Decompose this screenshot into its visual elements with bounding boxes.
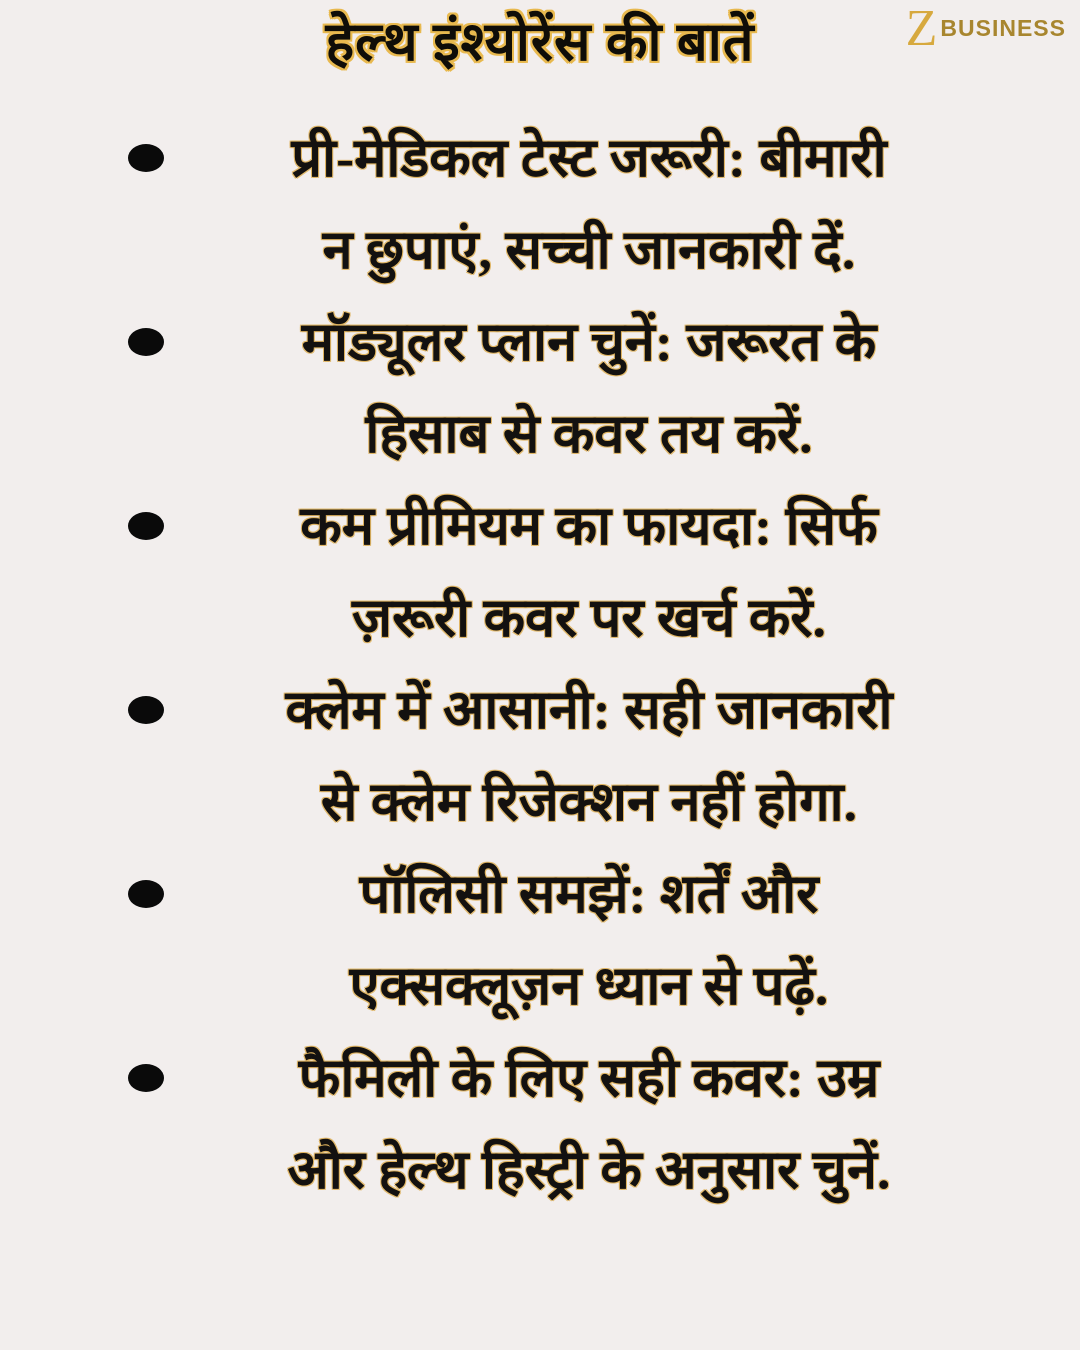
item-line-1: पॉलिसी समझें: शर्तें और bbox=[359, 864, 819, 924]
page-title: हेल्थ इंश्योरेंस की बातें bbox=[325, 12, 755, 72]
item-line-2: से क्लेम रिजेक्शन नहीं होगा. bbox=[320, 772, 858, 832]
item-line-1: क्लेम में आसानी: सही जानकारी bbox=[285, 680, 893, 740]
item-line-2: हिसाब से कवर तय करें. bbox=[365, 404, 813, 464]
list-item bbox=[0, 1032, 1080, 1216]
item-line-1: प्री-मेडिकल टेस्ट जरूरी: बीमारी bbox=[291, 128, 887, 188]
item-line-2: ज़रूरी कवर पर खर्च करें. bbox=[352, 588, 826, 648]
bullet-dot-icon bbox=[128, 144, 164, 172]
bullet-list bbox=[0, 112, 1080, 1216]
list-item bbox=[0, 664, 1080, 848]
item-line-1: फैमिली के लिए सही कवर: उम्र bbox=[298, 1048, 880, 1108]
list-item bbox=[0, 480, 1080, 664]
bullet-dot-icon bbox=[128, 512, 164, 540]
list-item bbox=[0, 112, 1080, 296]
z-logo-icon: Z bbox=[905, 0, 938, 57]
brand-logo bbox=[905, 0, 1066, 57]
bullet-dot-icon bbox=[128, 696, 164, 724]
item-line-2: एक्सक्लूज़न ध्यान से पढ़ें. bbox=[349, 956, 829, 1016]
item-line-1: मॉड्यूलर प्लान चुनें: जरूरत के bbox=[301, 312, 877, 372]
list-item bbox=[0, 848, 1080, 1032]
item-line-1: कम प्रीमियम का फायदा: सिर्फ bbox=[300, 496, 878, 556]
brand-logo-text: BUSINESS bbox=[940, 15, 1066, 41]
item-line-2: और हेल्थ हिस्ट्री के अनुसार चुनें. bbox=[287, 1140, 891, 1200]
bullet-dot-icon bbox=[128, 1064, 164, 1092]
bullet-dot-icon bbox=[128, 328, 164, 356]
bullet-dot-icon bbox=[128, 880, 164, 908]
list-item bbox=[0, 296, 1080, 480]
item-line-2: न छुपाएं, सच्ची जानकारी दें. bbox=[322, 220, 856, 280]
